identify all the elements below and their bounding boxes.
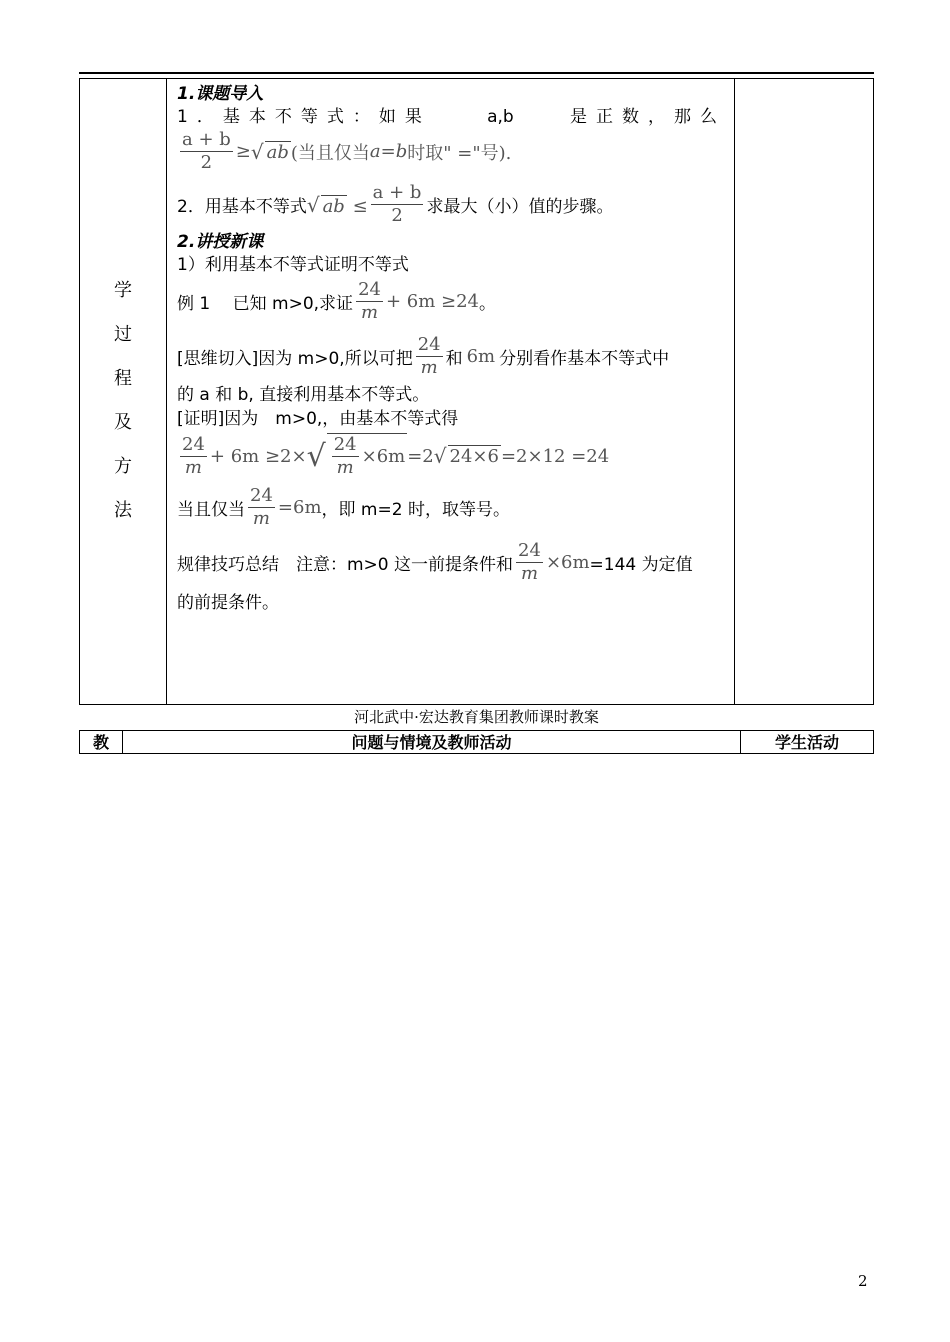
item-prove: 1）利用基本不等式证明不等式 [177,255,409,275]
equality-line: 当且仅当 $\frac{24}{m}$ =6m ，即 m=2 时，取等号。 [177,485,510,529]
basic-inequality-line: 1．基本不等式：如果 a,b 是正数，那么 [177,107,726,127]
section-heading-intro: 1.课题导入 [177,84,264,104]
content-cell [167,79,735,705]
proof-formula: $\frac{24}{m}$ + 6m ≥2× √ $\frac{24}{m}$ ×6m =2 √ 24×6 =2×12 =24 [182,433,610,478]
header-col-student: 学生活动 [741,731,874,754]
formula-am-gm: $\frac{a + b}{2}$ ≥ √ ab (当且仅当 a = b 时取" ="号). [182,129,512,173]
top-rule [79,72,874,74]
example-1: 例 1 已知 m>0,求证 $\frac{24}{m}$ + 6m ≥24 。 [177,279,497,323]
document-title: 河北武中·宏达教育集团教师课时教案 [354,708,599,726]
lesson-table [79,78,874,705]
think-line-2: 的 a 和 b, 直接利用基本不等式。 [177,385,430,405]
steps-line: 2．用基本不等式 √ ab ≤ $\frac{a + b}{2}$ 求最大（小）值的步骤。 [177,182,614,226]
page-number: 2 [858,1272,868,1290]
section-heading-new: 2.讲授新课 [177,232,264,252]
next-page-header [79,730,874,754]
student-activity-cell [735,79,874,705]
header-col-teach: 教 [80,731,123,754]
side-label-cell [80,79,167,705]
proof-label: [证明]因为 m>0,，由基本不等式得 [177,409,459,429]
summary-line: 规律技巧总结 注意：m>0 这一前提条件和 $\frac{24}{m}$ ×6m =144 为定值 [177,540,693,584]
summary-line-2: 的前提条件。 [177,593,279,613]
side-label: 学 过 程 及 方 法 [114,280,132,521]
header-col-activities: 问题与情境及教师活动 [123,731,741,754]
think-line: [思维切入]因为 m>0,所以可把 $\frac{24}{m}$ 和 6m 分别看作基本不等式中 [177,334,670,378]
